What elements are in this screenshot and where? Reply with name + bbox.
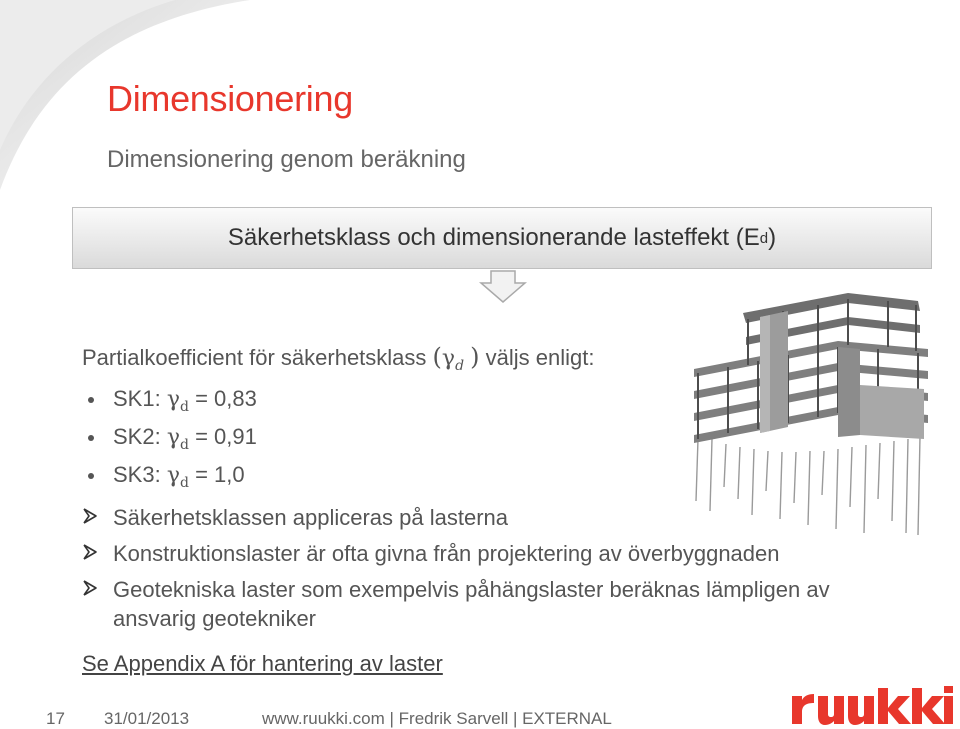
gamma-subscript: d — [455, 358, 465, 374]
bullet-dot — [88, 473, 94, 479]
paren-open: ( — [432, 343, 442, 371]
sk-value: = 0,91 — [195, 424, 257, 449]
page-subtitle: Dimensionering genom beräkning — [107, 146, 466, 173]
down-arrow-icon — [479, 270, 527, 304]
gamma-subscript: d — [179, 437, 189, 453]
sk-value: = 1,0 — [195, 462, 245, 487]
bullet-dot — [88, 397, 94, 403]
section-banner — [72, 207, 932, 269]
appendix-link[interactable]: Se Appendix A för hantering av laster — [82, 651, 443, 676]
arrow-bullet-icon — [82, 508, 98, 524]
sk-label: SK2: — [113, 424, 161, 449]
paren-close: ) — [470, 343, 480, 371]
footer-page-number: 17 — [46, 709, 65, 728]
intro-line — [82, 343, 595, 374]
arrow-item: Geotekniska laster som exempelvis påhängslaster beräknas lämpligen av — [113, 577, 830, 602]
arrow-item: Konstruktionslaster är ofta givna från projektering av överbyggnaden — [113, 541, 780, 566]
sk-label: SK3: — [113, 462, 161, 487]
banner-close: ) — [768, 224, 777, 251]
banner-text: Säkerhetsklass och dimensionerande lasteffekt (E — [227, 224, 760, 251]
intro-text: Partialkoefficient för säkerhetsklass — [82, 345, 427, 370]
footer-info: www.ruukki.com | Fredrik Sarvell | EXTERNAL — [262, 709, 612, 728]
sk-item — [113, 462, 245, 491]
page-title: Dimensionering — [107, 78, 353, 119]
gamma-subscript: d — [179, 475, 189, 491]
ruukki-logo — [790, 686, 954, 726]
intro-after: väljs enligt: — [485, 345, 595, 370]
banner-subscript: d — [759, 229, 769, 247]
gamma-subscript: d — [179, 399, 189, 415]
bullet-dot — [88, 435, 94, 441]
sk-value: = 0,83 — [195, 386, 257, 411]
arrow-item-continuation: ansvarig geotekniker — [113, 606, 317, 631]
arrow-item: Säkerhetsklassen appliceras på lasterna — [113, 505, 509, 530]
gamma-symbol: γ — [166, 387, 180, 412]
building-structure-illustration — [688, 289, 933, 539]
sk-item — [113, 386, 257, 415]
gamma-symbol: γ — [166, 425, 180, 450]
gamma-symbol: γ — [166, 463, 180, 488]
footer-date: 31/01/2013 — [104, 709, 190, 728]
gamma-symbol: γ — [441, 346, 456, 371]
sk-item — [113, 424, 257, 453]
arrow-bullet-icon — [82, 544, 98, 560]
arrow-bullet-icon — [82, 580, 98, 596]
sk-label: SK1: — [113, 386, 161, 411]
